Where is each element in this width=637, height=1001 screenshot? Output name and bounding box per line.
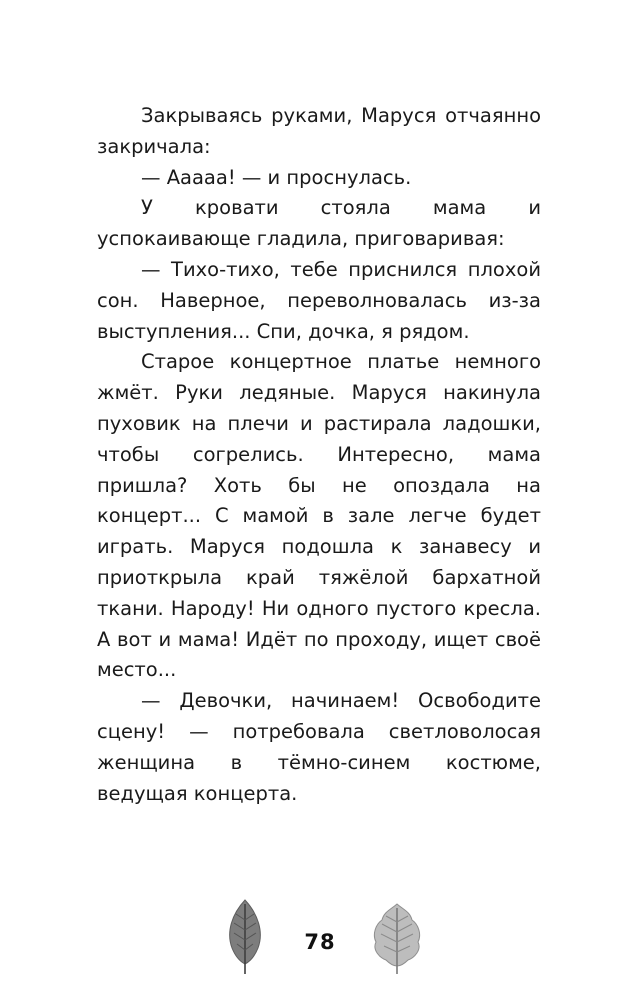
- paragraph-3: У кровати стояла мама и успокаивающе гладила, приговаривая:: [97, 196, 541, 251]
- paragraph-5: Старое концертное платье немного жмёт. Руки ледяные. Маруся накинула пуховик на плечи и растирала ладошки, чтобы согрелись. Интересно, мама пришла? Хоть бы не опоздала на концерт... С мамой в зале легче будет играть. Маруся подошла к занавесу и приоткрыла край тяжёлой бархатной ткани. Народу! Ни одного пустого кресла. А вот и мама! Идёт по проходу, ищет своё место...: [97, 350, 541, 682]
- page-text: [97, 101, 541, 809]
- paragraph-6: — Девочки, начинаем! Освободите сцену! — потребовала светловолосая женщина в тёмно-синем костюме, ведущая концерта.: [97, 689, 541, 805]
- paragraph-1: Закрываясь руками, Маруся отчаянно закричала:: [97, 104, 541, 158]
- leaf-icon: [224, 898, 266, 976]
- paragraph-2: — Ааааа! — и проснулась.: [141, 165, 412, 189]
- birch-leaf-icon: [368, 900, 426, 976]
- page-number: 78: [304, 930, 336, 954]
- paragraph-4: — Тихо-тихо, тебе приснился плохой сон. Наверное, переволновалась из-за выступления... Спи, дочка, я рядом.: [97, 257, 541, 343]
